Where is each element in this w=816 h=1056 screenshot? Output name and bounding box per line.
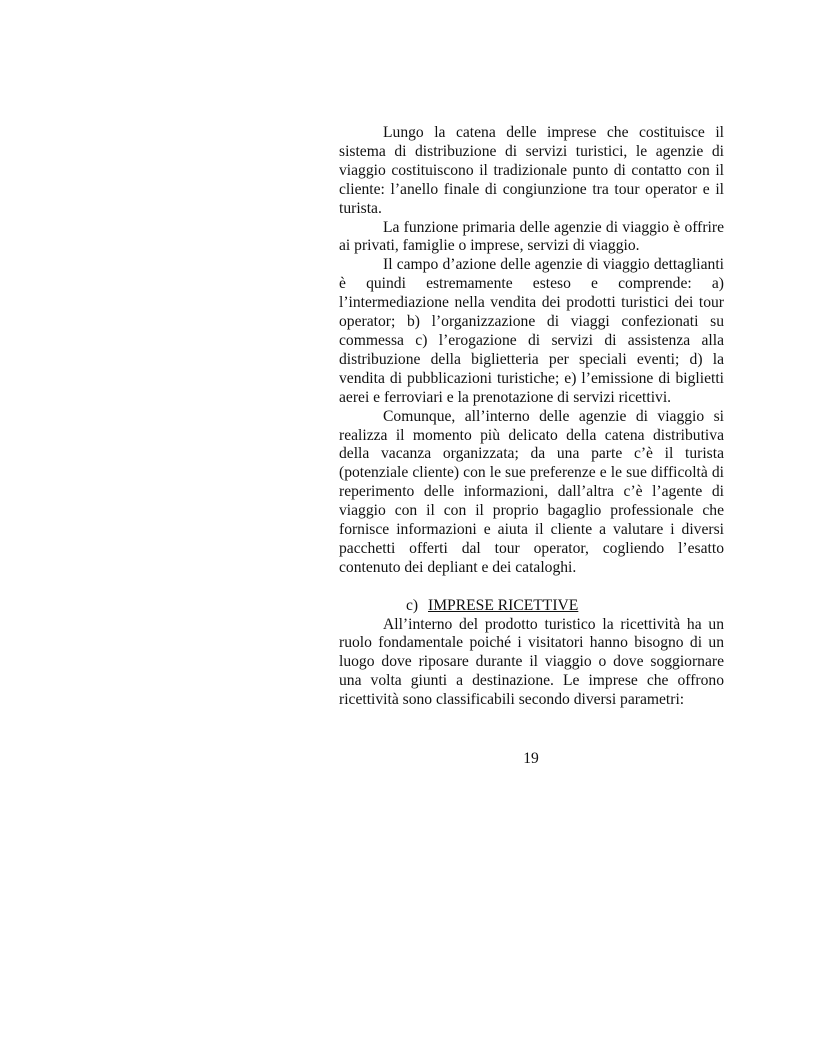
section-spacer [339,578,724,597]
paragraph-primary-function: La funzione primaria delle agenzie di viaggio è offrire ai privati, famiglie o imprese, servizi di viaggio. [339,218,724,255]
body-text-column [339,124,724,710]
paragraph-accommodation: All’interno del prodotto turistico la ricettività ha un ruolo fondamentale poiché i visitatori hanno bisogno di un luogo dove riposare durante il viaggio o dove soggiornare una volta giunti a destinazione. Le imprese che offrono ricettività sono classificabili secondo diversi parametri: [339,615,724,709]
paragraph-distribution-chain: Lungo la catena delle imprese che costituisce il sistema di distribuzione di servizi turistici, le agenzie di viaggio costituiscono il tradizionale punto di contatto con il cliente: l’anello finale di congiunzione tra tour operator e il turista. [339,124,724,217]
section-heading [339,597,724,616]
page-number: 19 [523,750,539,767]
paragraph-field-of-action: Il campo d’azione delle agenzie di viaggio dettaglianti è quindi estremamente esteso e comprende: a) l’intermediazione nella vendita dei prodotti turistici dei tour operator; b) l’organizzazione di viaggi confezionati su commessa c) l’erogazione di servizi di assistenza alla distribuzione della biglietteria per speciali eventi; d) la vendita di pubblicazioni turistiche; e) l’emissione di biglietti aerei e ferroviari e la prenotazione di servizi ricettivi. [339,256,724,406]
paragraph-delicate-moment: Comunque, all’interno delle agenzie di viaggio si realizza il momento più delicato della catena distributiva della vacanza organizzata; da una parte c’è il turista (potenziale cliente) con le sue preferenze e le sue difficoltà di reperimento delle informazioni, dall’altra c’è l’agente di viaggio con il con il proprio bagaglio professionale che fornisce informazioni e aiuta il cliente a valutare i diversi pacchetti offerti dal tour operator, cogliendo l’esatto contenuto dei depliant e dei cataloghi. [339,407,724,576]
section-heading-title: IMPRESE RICETTIVE [428,596,579,614]
section-heading-letter: c) [406,596,419,614]
